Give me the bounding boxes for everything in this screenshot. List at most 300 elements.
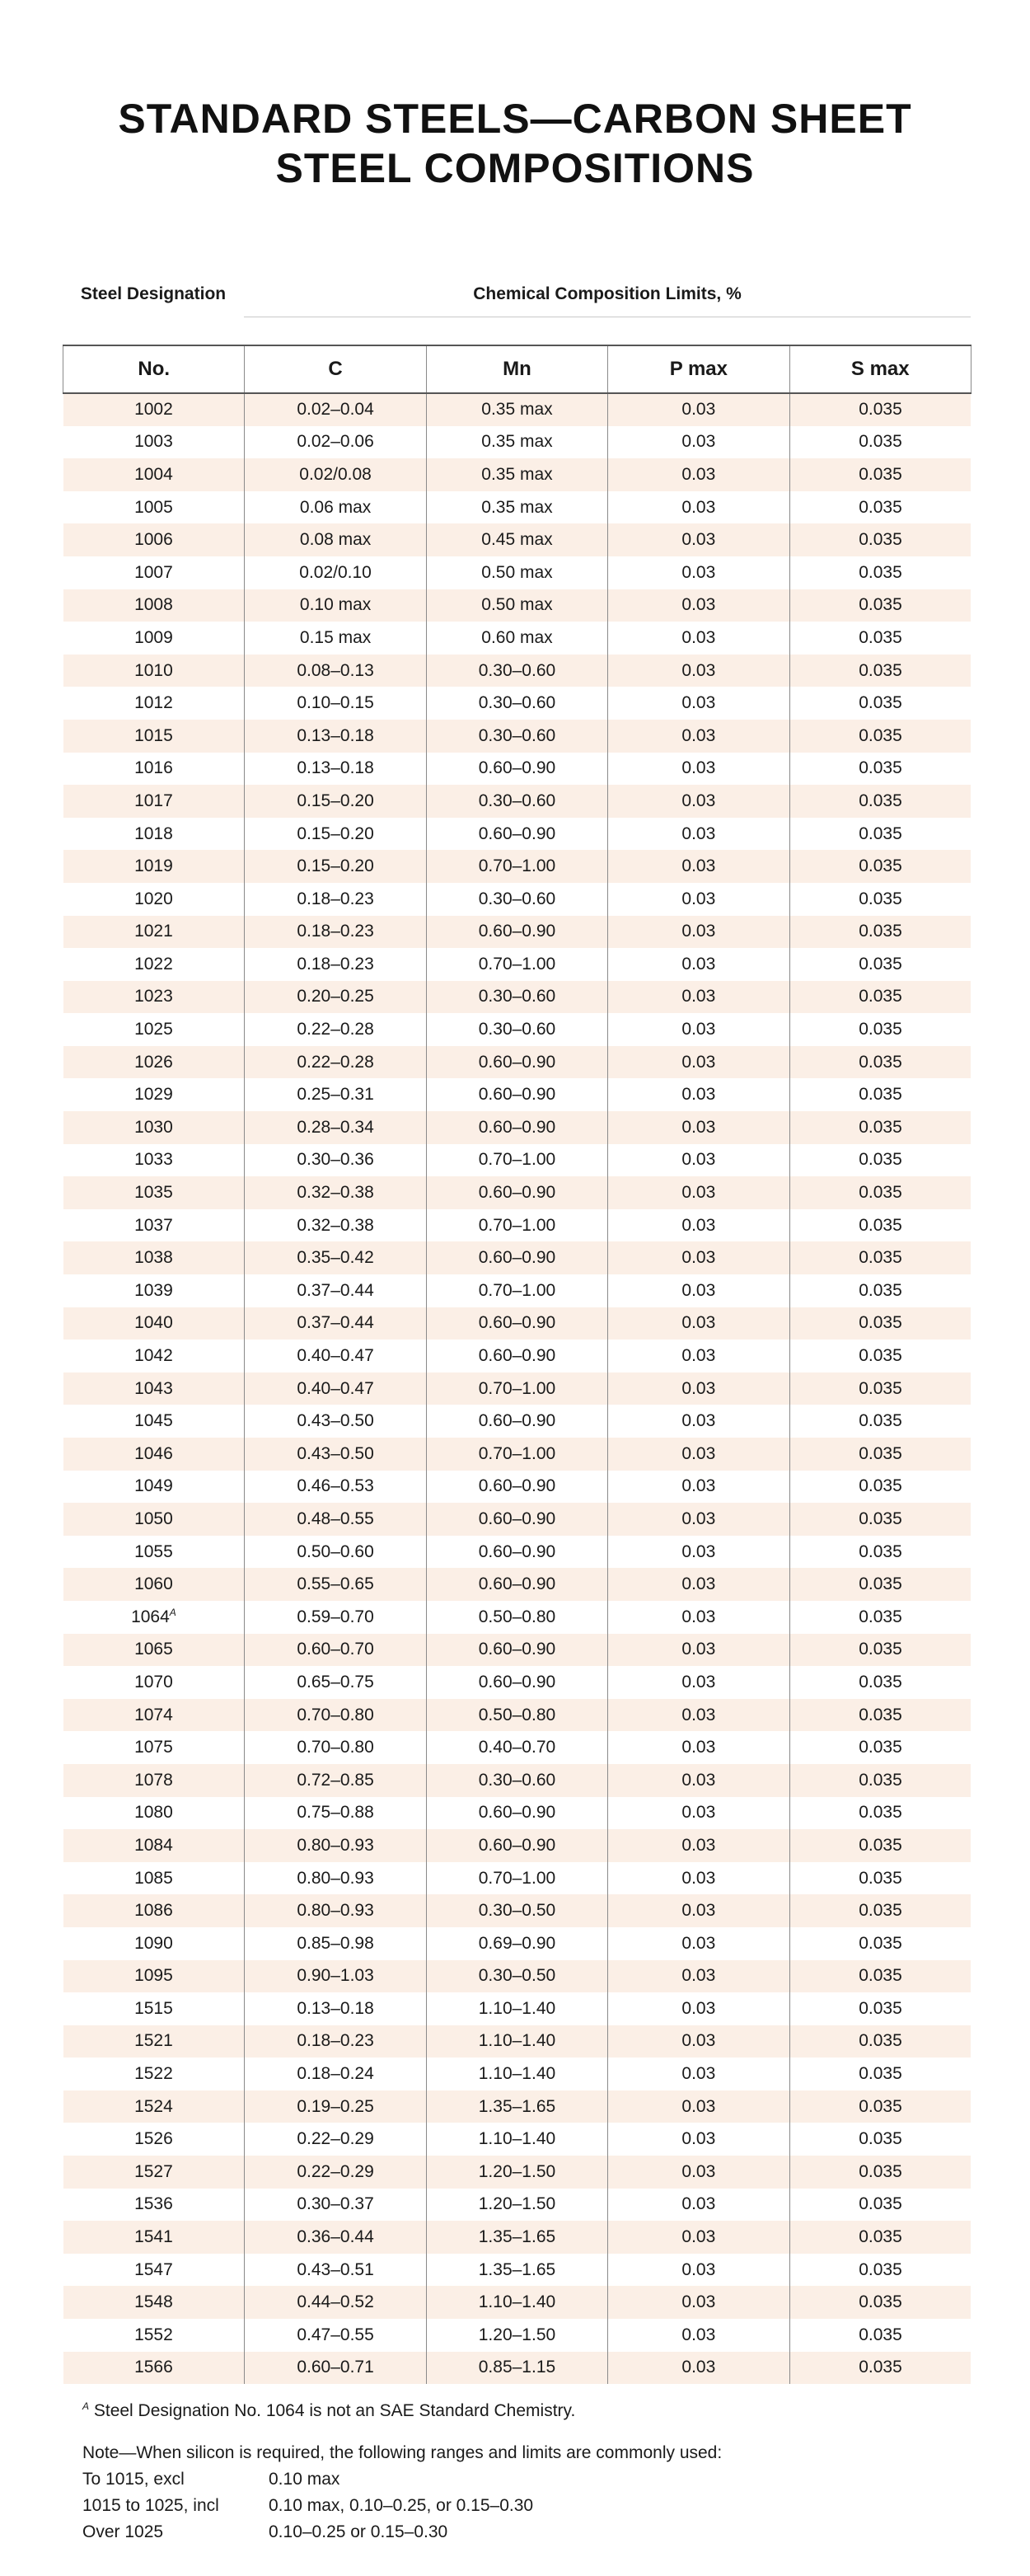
cell-c: 0.13–0.18 bbox=[245, 720, 426, 753]
note-item bbox=[82, 2493, 989, 2519]
cell-c: 0.47–0.55 bbox=[245, 2319, 426, 2352]
cell-p-max: 0.03 bbox=[608, 1405, 789, 1438]
cell-no: 1548 bbox=[63, 2286, 245, 2319]
cell-mn: 0.60–0.90 bbox=[426, 1797, 607, 1830]
table-row bbox=[63, 1438, 971, 1471]
cell-mn: 0.60–0.90 bbox=[426, 1340, 607, 1372]
table-row bbox=[63, 1111, 971, 1144]
cell-c: 0.19–0.25 bbox=[245, 2090, 426, 2123]
cell-mn: 0.60–0.90 bbox=[426, 1307, 607, 1340]
composition-table bbox=[63, 345, 971, 2384]
cell-c: 0.18–0.23 bbox=[245, 2025, 426, 2058]
cell-mn: 0.30–0.60 bbox=[426, 687, 607, 720]
cell-no: 1541 bbox=[63, 2221, 245, 2254]
footnote bbox=[82, 2395, 575, 2422]
cell-p-max: 0.03 bbox=[608, 1634, 789, 1667]
cell-s-max: 0.035 bbox=[789, 687, 971, 720]
cell-mn: 1.10–1.40 bbox=[426, 2286, 607, 2319]
cell-no: 1026 bbox=[63, 1046, 245, 1079]
cell-mn: 0.50–0.80 bbox=[426, 1699, 607, 1732]
cell-s-max: 0.035 bbox=[789, 426, 971, 459]
table-row bbox=[63, 1536, 971, 1569]
cell-c: 0.43–0.50 bbox=[245, 1405, 426, 1438]
cell-mn: 0.60–0.90 bbox=[426, 1666, 607, 1699]
cell-no: 1080 bbox=[63, 1797, 245, 1830]
cell-no: 1035 bbox=[63, 1176, 245, 1209]
cell-p-max: 0.03 bbox=[608, 1829, 789, 1862]
cell-mn: 0.60–0.90 bbox=[426, 1046, 607, 1079]
table-row bbox=[63, 1829, 971, 1862]
cell-mn: 0.70–1.00 bbox=[426, 1862, 607, 1895]
cell-c: 0.46–0.53 bbox=[245, 1471, 426, 1504]
cell-p-max: 0.03 bbox=[608, 393, 789, 426]
cell-p-max: 0.03 bbox=[608, 2123, 789, 2156]
cell-s-max: 0.035 bbox=[789, 2123, 971, 2156]
cell-c: 0.65–0.75 bbox=[245, 1666, 426, 1699]
cell-mn: 1.20–1.50 bbox=[426, 2319, 607, 2352]
cell-p-max: 0.03 bbox=[608, 981, 789, 1014]
cell-mn: 0.50 max bbox=[426, 589, 607, 622]
cell-c: 0.37–0.44 bbox=[245, 1274, 426, 1307]
cell-no: 1016 bbox=[63, 753, 245, 786]
note-item-label: To 1015, excl bbox=[82, 2470, 185, 2489]
table-row bbox=[63, 1307, 971, 1340]
cell-s-max: 0.035 bbox=[789, 556, 971, 589]
cell-c: 0.02/0.10 bbox=[245, 556, 426, 589]
cell-p-max: 0.03 bbox=[608, 818, 789, 851]
table-row bbox=[63, 1797, 971, 1830]
table-row bbox=[63, 2352, 971, 2385]
cell-mn: 0.70–1.00 bbox=[426, 1438, 607, 1471]
cell-c: 0.35–0.42 bbox=[245, 1241, 426, 1274]
cell-s-max: 0.035 bbox=[789, 1992, 971, 2025]
cell-c: 0.60–0.70 bbox=[245, 1634, 426, 1667]
cell-mn: 0.30–0.60 bbox=[426, 785, 607, 818]
cell-c: 0.55–0.65 bbox=[245, 1568, 426, 1601]
cell-no: 1020 bbox=[63, 883, 245, 916]
cell-p-max: 0.03 bbox=[608, 1568, 789, 1601]
cell-mn: 0.60–0.90 bbox=[426, 1471, 607, 1504]
title-line-1: STANDARD STEELS—CARBON SHEET bbox=[118, 96, 912, 142]
cell-s-max: 0.035 bbox=[789, 2025, 971, 2058]
cell-c: 0.18–0.23 bbox=[245, 948, 426, 981]
column-header-c: C bbox=[245, 345, 426, 393]
cell-s-max: 0.035 bbox=[789, 720, 971, 753]
cell-c: 0.08 max bbox=[245, 523, 426, 556]
cell-s-max: 0.035 bbox=[789, 655, 971, 687]
table-row bbox=[63, 1176, 971, 1209]
cell-no: 1042 bbox=[63, 1340, 245, 1372]
cell-no: 1007 bbox=[63, 556, 245, 589]
cell-c: 0.22–0.29 bbox=[245, 2156, 426, 2189]
cell-c: 0.80–0.93 bbox=[245, 1894, 426, 1927]
cell-s-max: 0.035 bbox=[789, 1797, 971, 1830]
table-row bbox=[63, 1405, 971, 1438]
cell-c: 0.80–0.93 bbox=[245, 1862, 426, 1895]
cell-p-max: 0.03 bbox=[608, 2189, 789, 2222]
cell-s-max: 0.035 bbox=[789, 1699, 971, 1732]
table-row bbox=[63, 2319, 971, 2352]
cell-no: 1043 bbox=[63, 1372, 245, 1405]
cell-s-max: 0.035 bbox=[789, 1764, 971, 1797]
cell-p-max: 0.03 bbox=[608, 1013, 789, 1046]
cell-no: 1015 bbox=[63, 720, 245, 753]
cell-p-max: 0.03 bbox=[608, 2319, 789, 2352]
cell-p-max: 0.03 bbox=[608, 655, 789, 687]
cell-no: 1008 bbox=[63, 589, 245, 622]
table-row bbox=[63, 1471, 971, 1504]
table-row bbox=[63, 948, 971, 981]
cell-s-max: 0.035 bbox=[789, 1503, 971, 1536]
cell-no: 1038 bbox=[63, 1241, 245, 1274]
cell-c: 0.60–0.71 bbox=[245, 2352, 426, 2385]
cell-no: 1021 bbox=[63, 916, 245, 949]
steel-designation-header: Steel Designation bbox=[80, 284, 227, 303]
cell-mn: 0.70–1.00 bbox=[426, 850, 607, 883]
silicon-note bbox=[82, 2440, 989, 2546]
cell-no: 1536 bbox=[63, 2189, 245, 2222]
cell-no: 1078 bbox=[63, 1764, 245, 1797]
cell-mn: 0.70–1.00 bbox=[426, 1144, 607, 1177]
table-row bbox=[63, 2090, 971, 2123]
cell-s-max: 0.035 bbox=[789, 1078, 971, 1111]
table-row bbox=[63, 589, 971, 622]
page-title bbox=[0, 94, 1030, 193]
cell-no: 1023 bbox=[63, 981, 245, 1014]
cell-no: 1526 bbox=[63, 2123, 245, 2156]
cell-mn: 0.60–0.90 bbox=[426, 1078, 607, 1111]
footnote-text: Steel Designation No. 1064 is not an SAE Standard Chemistry. bbox=[93, 2401, 576, 2420]
table-body bbox=[63, 393, 971, 2384]
cell-no: 1046 bbox=[63, 1438, 245, 1471]
cell-no: 1022 bbox=[63, 948, 245, 981]
cell-c: 0.18–0.24 bbox=[245, 2058, 426, 2090]
cell-no: 1084 bbox=[63, 1829, 245, 1862]
cell-c: 0.18–0.23 bbox=[245, 883, 426, 916]
cell-p-max: 0.03 bbox=[608, 1372, 789, 1405]
cell-p-max: 0.03 bbox=[608, 1862, 789, 1895]
cell-s-max: 0.035 bbox=[789, 785, 971, 818]
table-row bbox=[63, 2254, 971, 2287]
cell-s-max: 0.035 bbox=[789, 2156, 971, 2189]
cell-no: 1025 bbox=[63, 1013, 245, 1046]
cell-s-max: 0.035 bbox=[789, 1307, 971, 1340]
cell-p-max: 0.03 bbox=[608, 426, 789, 459]
cell-c: 0.40–0.47 bbox=[245, 1340, 426, 1372]
table-row bbox=[63, 523, 971, 556]
cell-mn: 1.35–1.65 bbox=[426, 2254, 607, 2287]
cell-s-max: 0.035 bbox=[789, 2352, 971, 2385]
table-row bbox=[63, 491, 971, 524]
table-row bbox=[63, 2156, 971, 2189]
cell-c: 0.02/0.08 bbox=[245, 458, 426, 491]
cell-mn: 1.20–1.50 bbox=[426, 2189, 607, 2222]
chemical-composition-header: Chemical Composition Limits, % bbox=[473, 284, 742, 303]
table-header-row bbox=[63, 345, 971, 393]
table-row bbox=[63, 916, 971, 949]
cell-s-max: 0.035 bbox=[789, 458, 971, 491]
cell-no: 1039 bbox=[63, 1274, 245, 1307]
table-row bbox=[63, 1046, 971, 1079]
cell-c: 0.44–0.52 bbox=[245, 2286, 426, 2319]
cell-c: 0.50–0.60 bbox=[245, 1536, 426, 1569]
table-row bbox=[63, 1078, 971, 1111]
footnote-reference: A bbox=[169, 1607, 176, 1619]
cell-c: 0.85–0.98 bbox=[245, 1927, 426, 1960]
cell-no: 1003 bbox=[63, 426, 245, 459]
table-row bbox=[63, 1894, 971, 1927]
cell-s-max: 0.035 bbox=[789, 1927, 971, 1960]
cell-mn: 0.60–0.90 bbox=[426, 1634, 607, 1667]
column-header-mn: Mn bbox=[426, 345, 607, 393]
cell-c: 0.02–0.04 bbox=[245, 393, 426, 426]
cell-mn: 0.69–0.90 bbox=[426, 1927, 607, 1960]
cell-p-max: 0.03 bbox=[608, 2254, 789, 2287]
cell-c: 0.30–0.37 bbox=[245, 2189, 426, 2222]
cell-s-max: 0.035 bbox=[789, 1829, 971, 1862]
table-row bbox=[63, 2058, 971, 2090]
cell-p-max: 0.03 bbox=[608, 1438, 789, 1471]
cell-p-max: 0.03 bbox=[608, 1797, 789, 1830]
table-row bbox=[63, 2286, 971, 2319]
cell-mn: 0.70–1.00 bbox=[426, 948, 607, 981]
table-row bbox=[63, 1960, 971, 1993]
cell-p-max: 0.03 bbox=[608, 523, 789, 556]
cell-mn: 0.60–0.90 bbox=[426, 1111, 607, 1144]
cell-s-max: 0.035 bbox=[789, 1568, 971, 1601]
cell-s-max: 0.035 bbox=[789, 1209, 971, 1242]
cell-s-max: 0.035 bbox=[789, 2319, 971, 2352]
table-row bbox=[63, 1601, 971, 1634]
table-row bbox=[63, 785, 971, 818]
cell-mn: 0.35 max bbox=[426, 426, 607, 459]
cell-s-max: 0.035 bbox=[789, 1144, 971, 1177]
cell-no: 1037 bbox=[63, 1209, 245, 1242]
table-row bbox=[63, 1241, 971, 1274]
table-row bbox=[63, 883, 971, 916]
table-row bbox=[63, 1503, 971, 1536]
cell-mn: 0.30–0.60 bbox=[426, 1764, 607, 1797]
cell-no: 1029 bbox=[63, 1078, 245, 1111]
cell-s-max: 0.035 bbox=[789, 2090, 971, 2123]
cell-c: 0.15–0.20 bbox=[245, 850, 426, 883]
cell-no: 1040 bbox=[63, 1307, 245, 1340]
table-row bbox=[63, 1992, 971, 2025]
cell-mn: 0.85–1.15 bbox=[426, 2352, 607, 2385]
cell-c: 0.10–0.15 bbox=[245, 687, 426, 720]
cell-mn: 0.60–0.90 bbox=[426, 1176, 607, 1209]
cell-no: 1018 bbox=[63, 818, 245, 851]
cell-c: 0.32–0.38 bbox=[245, 1176, 426, 1209]
cell-no: 1004 bbox=[63, 458, 245, 491]
cell-no: 1566 bbox=[63, 2352, 245, 2385]
cell-s-max: 0.035 bbox=[789, 1894, 971, 1927]
table-row bbox=[63, 458, 971, 491]
cell-mn: 0.30–0.60 bbox=[426, 655, 607, 687]
cell-s-max: 0.035 bbox=[789, 1666, 971, 1699]
table-row bbox=[63, 1862, 971, 1895]
cell-mn: 0.60–0.90 bbox=[426, 1241, 607, 1274]
cell-c: 0.43–0.50 bbox=[245, 1438, 426, 1471]
table-row bbox=[63, 850, 971, 883]
cell-c: 0.80–0.93 bbox=[245, 1829, 426, 1862]
column-header-p-max: P max bbox=[608, 345, 789, 393]
cell-s-max: 0.035 bbox=[789, 1111, 971, 1144]
cell-mn: 0.40–0.70 bbox=[426, 1731, 607, 1764]
cell-no: 1002 bbox=[63, 393, 245, 426]
cell-s-max: 0.035 bbox=[789, 1471, 971, 1504]
table-row bbox=[63, 1209, 971, 1242]
cell-c: 0.20–0.25 bbox=[245, 981, 426, 1014]
table-row bbox=[63, 818, 971, 851]
cell-c: 0.02–0.06 bbox=[245, 426, 426, 459]
cell-p-max: 0.03 bbox=[608, 1503, 789, 1536]
cell-mn: 0.60–0.90 bbox=[426, 1503, 607, 1536]
cell-mn: 0.50 max bbox=[426, 556, 607, 589]
cell-p-max: 0.03 bbox=[608, 2156, 789, 2189]
table-row bbox=[63, 1372, 971, 1405]
cell-no: 1527 bbox=[63, 2156, 245, 2189]
cell-no: 1019 bbox=[63, 850, 245, 883]
table-row bbox=[63, 622, 971, 655]
cell-no: 1005 bbox=[63, 491, 245, 524]
cell-mn: 0.60 max bbox=[426, 622, 607, 655]
cell-p-max: 0.03 bbox=[608, 1078, 789, 1111]
cell-mn: 0.30–0.60 bbox=[426, 720, 607, 753]
cell-mn: 0.60–0.90 bbox=[426, 916, 607, 949]
cell-s-max: 0.035 bbox=[789, 1438, 971, 1471]
cell-no: 1552 bbox=[63, 2319, 245, 2352]
table-row bbox=[63, 720, 971, 753]
cell-mn: 0.60–0.90 bbox=[426, 1405, 607, 1438]
cell-p-max: 0.03 bbox=[608, 1274, 789, 1307]
cell-s-max: 0.035 bbox=[789, 883, 971, 916]
table-row bbox=[63, 2221, 971, 2254]
cell-s-max: 0.035 bbox=[789, 2254, 971, 2287]
cell-p-max: 0.03 bbox=[608, 1764, 789, 1797]
cell-no: 1522 bbox=[63, 2058, 245, 2090]
cell-p-max: 0.03 bbox=[608, 850, 789, 883]
cell-mn: 0.30–0.60 bbox=[426, 1013, 607, 1046]
table-row bbox=[63, 687, 971, 720]
table-row bbox=[63, 1274, 971, 1307]
cell-mn: 0.30–0.60 bbox=[426, 883, 607, 916]
cell-p-max: 0.03 bbox=[608, 1144, 789, 1177]
cell-mn: 0.50–0.80 bbox=[426, 1601, 607, 1634]
cell-p-max: 0.03 bbox=[608, 948, 789, 981]
column-header-no: No. bbox=[63, 345, 245, 393]
cell-p-max: 0.03 bbox=[608, 1471, 789, 1504]
cell-p-max: 0.03 bbox=[608, 2025, 789, 2058]
cell-s-max: 0.035 bbox=[789, 2221, 971, 2254]
cell-p-max: 0.03 bbox=[608, 2221, 789, 2254]
cell-p-max: 0.03 bbox=[608, 2286, 789, 2319]
table-row bbox=[63, 1634, 971, 1667]
cell-s-max: 0.035 bbox=[789, 393, 971, 426]
note-item-value: 0.10–0.25 or 0.15–0.30 bbox=[269, 2522, 448, 2541]
cell-p-max: 0.03 bbox=[608, 589, 789, 622]
cell-mn: 0.60–0.90 bbox=[426, 1829, 607, 1862]
cell-c: 0.22–0.28 bbox=[245, 1013, 426, 1046]
cell-p-max: 0.03 bbox=[608, 1176, 789, 1209]
cell-s-max: 0.035 bbox=[789, 622, 971, 655]
cell-no: 1090 bbox=[63, 1927, 245, 1960]
cell-no: 1524 bbox=[63, 2090, 245, 2123]
cell-no: 1060 bbox=[63, 1568, 245, 1601]
footnote-mark: A bbox=[82, 2400, 90, 2412]
cell-c: 0.32–0.38 bbox=[245, 1209, 426, 1242]
cell-s-max: 0.035 bbox=[789, 523, 971, 556]
cell-c: 0.43–0.51 bbox=[245, 2254, 426, 2287]
table-row bbox=[63, 981, 971, 1014]
cell-p-max: 0.03 bbox=[608, 2058, 789, 2090]
note-item-label: Over 1025 bbox=[82, 2522, 164, 2541]
cell-mn: 1.10–1.40 bbox=[426, 2123, 607, 2156]
cell-p-max: 0.03 bbox=[608, 1731, 789, 1764]
cell-s-max: 0.035 bbox=[789, 1862, 971, 1895]
cell-no: $1064^A$ bbox=[63, 1601, 245, 1634]
cell-no: 1074 bbox=[63, 1699, 245, 1732]
cell-s-max: 0.035 bbox=[789, 850, 971, 883]
table-row bbox=[63, 1731, 971, 1764]
cell-s-max: 0.035 bbox=[789, 1372, 971, 1405]
cell-p-max: 0.03 bbox=[608, 785, 789, 818]
cell-s-max: 0.035 bbox=[789, 491, 971, 524]
cell-mn: 0.35 max bbox=[426, 491, 607, 524]
cell-no: 1017 bbox=[63, 785, 245, 818]
cell-s-max: 0.035 bbox=[789, 1731, 971, 1764]
cell-mn: 0.30–0.60 bbox=[426, 981, 607, 1014]
cell-no: 1515 bbox=[63, 1992, 245, 2025]
cell-p-max: 0.03 bbox=[608, 1111, 789, 1144]
cell-mn: 0.45 max bbox=[426, 523, 607, 556]
table-row bbox=[63, 1699, 971, 1732]
cell-p-max: 0.03 bbox=[608, 2352, 789, 2385]
cell-mn: 1.10–1.40 bbox=[426, 2025, 607, 2058]
cell-s-max: 0.035 bbox=[789, 1241, 971, 1274]
cell-no: 1006 bbox=[63, 523, 245, 556]
cell-p-max: 0.03 bbox=[608, 556, 789, 589]
cell-c: 0.70–0.80 bbox=[245, 1731, 426, 1764]
note-item-label: 1015 to 1025, incl bbox=[82, 2496, 219, 2515]
cell-p-max: 0.03 bbox=[608, 1699, 789, 1732]
cell-s-max: 0.035 bbox=[789, 1046, 971, 1079]
cell-p-max: 0.03 bbox=[608, 1046, 789, 1079]
cell-no: 1086 bbox=[63, 1894, 245, 1927]
cell-c: 0.06 max bbox=[245, 491, 426, 524]
table-row bbox=[63, 2123, 971, 2156]
table-row bbox=[63, 1568, 971, 1601]
cell-s-max: 0.035 bbox=[789, 1601, 971, 1634]
cell-s-max: 0.035 bbox=[789, 589, 971, 622]
cell-c: 0.36–0.44 bbox=[245, 2221, 426, 2254]
cell-mn: 1.20–1.50 bbox=[426, 2156, 607, 2189]
cell-no: 1030 bbox=[63, 1111, 245, 1144]
cell-p-max: 0.03 bbox=[608, 1666, 789, 1699]
cell-no: 1085 bbox=[63, 1862, 245, 1895]
cell-s-max: 0.035 bbox=[789, 981, 971, 1014]
note-item bbox=[82, 2519, 989, 2546]
table-row bbox=[63, 556, 971, 589]
cell-s-max: 0.035 bbox=[789, 1340, 971, 1372]
table-row bbox=[63, 1666, 971, 1699]
cell-s-max: 0.035 bbox=[789, 1536, 971, 1569]
cell-no: 1095 bbox=[63, 1960, 245, 1993]
cell-no: 1045 bbox=[63, 1405, 245, 1438]
table-row bbox=[63, 2025, 971, 2058]
note-item-value: 0.10 max, 0.10–0.25, or 0.15–0.30 bbox=[269, 2496, 534, 2515]
cell-p-max: 0.03 bbox=[608, 1209, 789, 1242]
